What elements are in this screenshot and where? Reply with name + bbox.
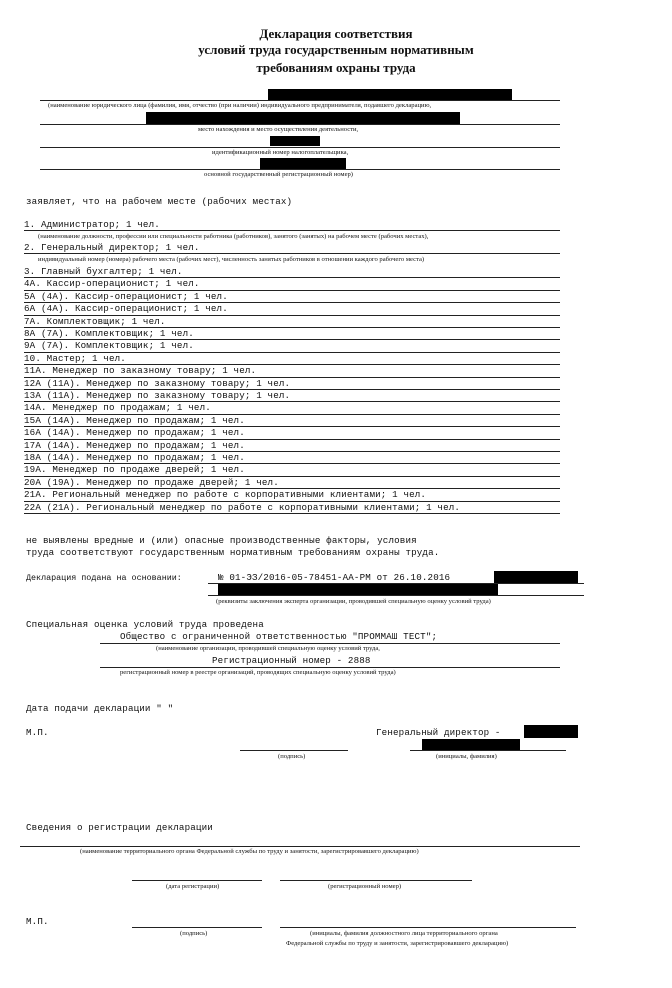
assessment-org-line [100, 643, 560, 644]
inn-line [40, 147, 560, 148]
workplace-text: 7А. Комплектовщик; 1 чел. [24, 315, 166, 327]
workplace-text: 20А (19А). Менеджер по продаже дверей; 1 чел. [24, 476, 279, 488]
registration-body-caption: (наименование территориального органа Федеральной службы по труду и занятости, зарегистрировавшего декларацию) [80, 848, 419, 855]
workplace-text: 17А (14А). Менеджер по продажам; 1 чел. [24, 439, 245, 451]
workplace-text: 1. Администратор; 1 чел. [24, 219, 160, 230]
workplace-row [24, 353, 560, 365]
workplace-text: 15А (14А). Менеджер по продажам; 1 чел. [24, 414, 245, 426]
redacted-signer-name [524, 725, 578, 738]
redacted-ogrn [260, 158, 346, 169]
title-line-1: Декларация соответствия [259, 26, 413, 41]
workplace-row [24, 415, 560, 427]
assessment-reg: Регистрационный номер - 2888 [212, 655, 371, 666]
workplace-row [24, 328, 560, 340]
workplace-text: 16А (14А). Менеджер по продажам; 1 чел. [24, 427, 245, 439]
registration-date-line [132, 880, 262, 881]
signature-line [240, 750, 348, 751]
workplace-text: 2. Генеральный директор; 1 чел. [24, 242, 200, 253]
workplace-row [24, 440, 560, 452]
workplace-text: 3. Главный бухгалтер; 1 чел. [24, 266, 183, 277]
workplace-row [24, 390, 560, 402]
workplace-text: 22А (21А). Региональный менеджер по работе с корпоративными клиентами; 1 чел. [24, 501, 461, 513]
redacted-basis-2 [218, 584, 498, 595]
submission-date-label: Дата подачи декларации " " [26, 703, 174, 714]
workplace-row [24, 291, 560, 303]
workplace-text: 18А (14А). Менеджер по продажам; 1 чел. [24, 452, 245, 463]
workplace-row [24, 464, 560, 476]
workplace-row [24, 365, 560, 377]
workplace-text: 6А (4А). Кассир-операционист; 1 чел. [24, 303, 228, 315]
registration-heading: Сведения о регистрации декларации [26, 822, 213, 833]
registration-date-caption: (дата регистрации) [166, 883, 220, 890]
registration-number-line [280, 880, 472, 881]
assessment-reg-caption: регистрационный номер в реестре организаций, проводящих специальную оценку условий труда) [120, 669, 396, 676]
signer-label: Генеральный директор - [376, 727, 501, 738]
workplace-row [24, 427, 560, 439]
workplace-text: 19А. Менеджер по продаже дверей; 1 чел. [24, 464, 245, 476]
workplace-row [24, 303, 560, 315]
workplace-text: 12А (11А). Менеджер по заказному товару; 1 чел. [24, 377, 291, 389]
redacted-legal-entity [268, 89, 512, 100]
stamp-label: М.П. [26, 727, 49, 738]
redacted-basis-1 [494, 571, 578, 583]
workplace-row [24, 316, 560, 328]
registration-number-caption: (регистрационный номер) [328, 883, 402, 890]
workplace-row [24, 266, 560, 278]
signature-caption: (подпись) [278, 753, 306, 760]
assessment-org-caption: (наименование организации, проводившей специальную оценку условий труда, [156, 645, 380, 652]
workplace-row [24, 278, 560, 290]
workplace-text: 9А (7А). Комплектовщик; 1 чел. [24, 340, 194, 352]
workplace-row [24, 378, 560, 390]
registration-official-line [280, 927, 576, 928]
workplace-row [24, 242, 560, 254]
declares-text: заявляет, что на рабочем месте (рабочих местах) [26, 196, 293, 207]
workplace-row [24, 502, 560, 514]
workplace-text: 10. Мастер; 1 чел. [24, 352, 126, 364]
registration-body-line [20, 846, 580, 847]
title-line-2: условий труда государственным нормативным [198, 42, 474, 57]
workplace-text: 14А. Менеджер по продажам; 1 чел. [24, 402, 211, 414]
workplace-text: 4А. Кассир-операционист; 1 чел. [24, 278, 200, 290]
registration-signature-caption: (подпись) [180, 930, 208, 937]
registration-signature-line [132, 927, 262, 928]
ogrn-caption: основной государственный регистрационный номер) [204, 171, 353, 178]
workplace-text: 8А (7А). Комплектовщик; 1 чел. [24, 328, 194, 339]
ogrn-line [40, 169, 560, 170]
workplace-row [24, 477, 560, 489]
workplace-caption-1: (наименование должности, профессии или специальности работника (работников), занятого (занятых) на рабочем месте (рабочих местах), [38, 233, 429, 240]
location-caption: место нахождения и место осуществления деятельности, [198, 126, 359, 133]
registration-official-caption-2: Федеральной службы по труду и занятости, зарегистрировавшего декларацию) [286, 940, 509, 947]
legal-entity-caption: (наименование юридического лица (фамилия, имя, отчество (при наличии) индивидуального предпринимателя, подавшего декларацию, [48, 102, 432, 109]
workplace-text: 11А. Менеджер по заказному товару; 1 чел. [24, 365, 257, 377]
registration-stamp: М.П. [26, 916, 49, 927]
workplace-caption-2: индивидуальный номер (номера) рабочего места (рабочих мест), численность занятых работников в отношении каждого рабочего места) [38, 256, 425, 263]
basis-value: № 01-ЭЗ/2016-05-78451-АА-РМ от 26.10.2016 [218, 572, 451, 583]
assessment-reg-line [100, 667, 560, 668]
workplace-text: 5А (4А). Кассир-операционист; 1 чел. [24, 290, 228, 302]
workplace-row [24, 402, 560, 414]
initials-line [410, 750, 566, 751]
initials-caption: (инициалы, фамилия) [436, 753, 497, 760]
basis-caption: (реквизиты заключения эксперта организации, проводившей специальную оценку условий труда) [216, 598, 491, 605]
conclusion-line-1: не выявлены вредные и (или) опасные производственные факторы, условия [26, 535, 417, 546]
title-line-3: требованиям охраны труда [256, 60, 416, 75]
workplace-row [24, 489, 560, 501]
registration-official-caption-1: (инициалы, фамилия должностного лица территориального органа [310, 930, 498, 937]
workplace-row [24, 340, 560, 352]
inn-caption: идентификационный номер налогоплательщика, [212, 149, 349, 156]
redacted-inn [270, 136, 320, 146]
workplace-text: 21А. Региональный менеджер по работе с корпоративными клиентами; 1 чел. [24, 489, 427, 501]
assessment-org: Общество с ограниченной ответственностью "ПРОММАШ ТЕСТ"; [120, 631, 438, 642]
address-line [40, 124, 560, 125]
workplace-text: 13А (11А). Менеджер по заказному товару; 1 чел. [24, 390, 291, 401]
workplace-row [24, 219, 560, 231]
basis-label: Декларация подана на основании: [26, 573, 182, 583]
workplace-row [24, 452, 560, 464]
conclusion-line-2: труда соответствуют государственным нормативным требованиям охраны труда. [26, 547, 440, 558]
assessment-heading: Специальная оценка условий труда проведена [26, 619, 264, 630]
basis-line-2 [208, 595, 584, 596]
redacted-address [146, 112, 460, 124]
legal-entity-line [40, 100, 560, 101]
